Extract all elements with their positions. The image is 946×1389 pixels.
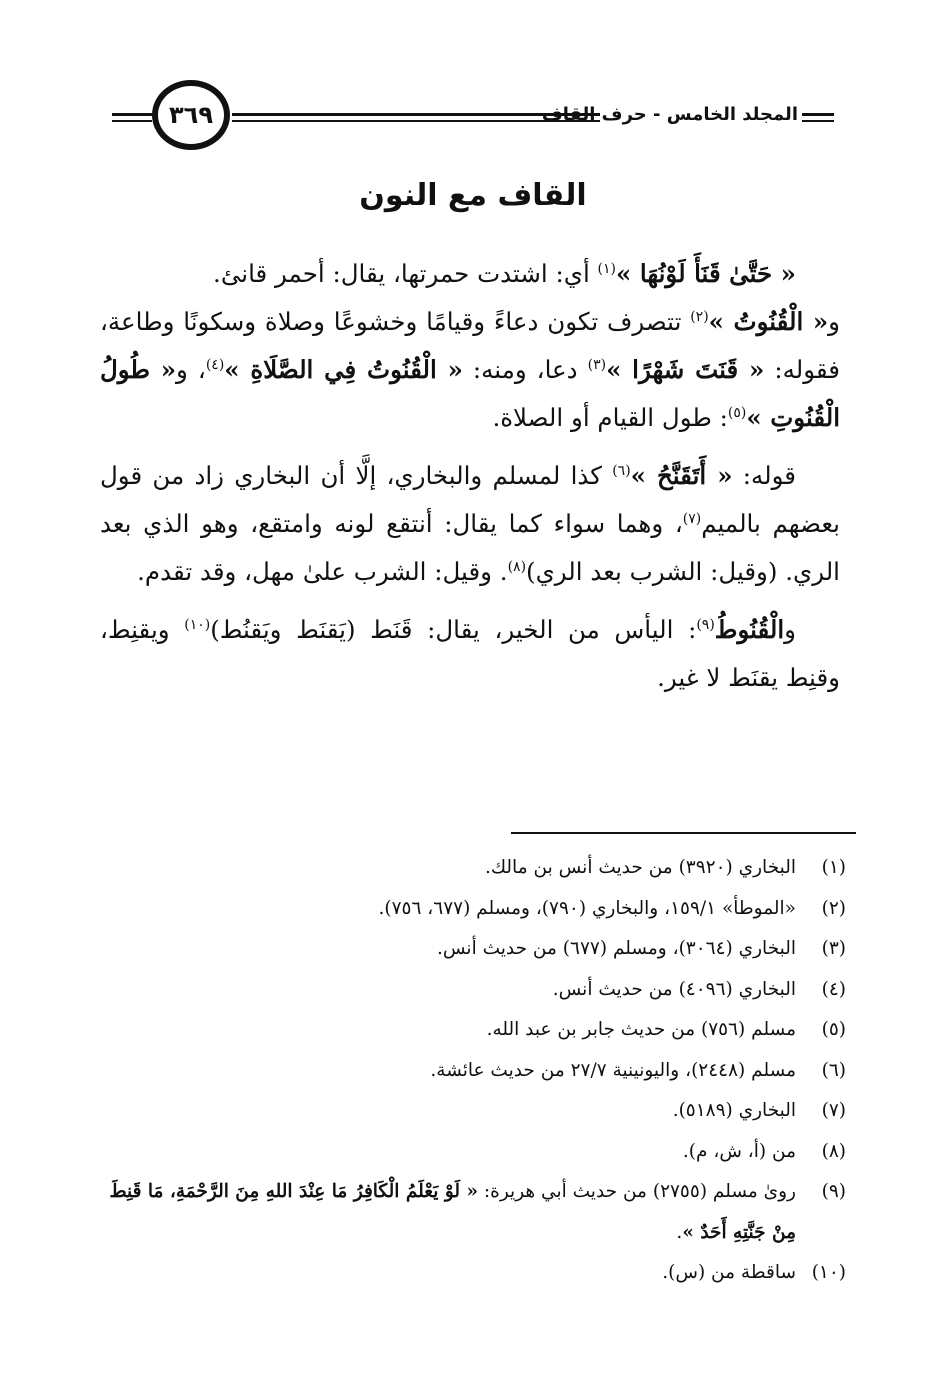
- quoted-keyword: « طُولُ الْقُنُوتِ »: [100, 355, 840, 432]
- footnote-text-lead: رویٰ مسلم (٢٧٥٥) من حديث أبي هريرة:: [478, 1181, 796, 1202]
- footnote-number: (٤): [821, 978, 846, 1000]
- footnote-text: مسلم (٧٥٦) من حديث جابر بن عبد الله.: [486, 1019, 796, 1040]
- footnote-text: من (أ، ش، م).: [682, 1140, 796, 1162]
- footnote-text-tail: .: [676, 1221, 683, 1243]
- footnote-ref: (٢): [690, 309, 709, 325]
- paragraph-2: [100, 452, 840, 596]
- quoted-keyword: « قَنَتَ شَهْرًا »: [606, 355, 765, 384]
- footnote-ref: (١): [597, 261, 617, 277]
- paragraph-text: و: [784, 615, 797, 644]
- footnote-ref: (٨): [507, 559, 527, 575]
- footnote-ref: (٦): [612, 463, 631, 479]
- footnote-number: (٨): [821, 1140, 846, 1162]
- footnote-item: [100, 1091, 846, 1132]
- keyword: الْقُنُوطُ: [714, 615, 785, 644]
- footnote-ref: (٩): [696, 617, 715, 633]
- footnote-text: مسلم (٢٤٤٨)، واليونينية ٢٧/٧ من حديث عائشة.: [430, 1059, 796, 1081]
- page-number-ring: [152, 80, 230, 150]
- footnote-ref: (١٠): [184, 617, 211, 633]
- footnote-text: [100, 1172, 796, 1253]
- footnote-item: [100, 929, 846, 970]
- paragraph-text: . وقيل: الشرب علىٰ مهل، وقد تقدم.: [137, 557, 508, 586]
- footnote-item: [100, 1253, 846, 1294]
- footnote-number: (٥): [821, 1019, 846, 1040]
- paragraph-text: كذا لمسلم والبخاري، إلَّا أن البخاري زاد من قول بعضهم بالميم: [100, 461, 840, 538]
- paragraph-text: ، وهما سواء كما يقال: أنتقع لونه وامتقع، وهو الذي بعد الري. (وقيل: الشرب بعد الري): [100, 509, 840, 586]
- footnote-text: «الموطأ» ١٥٩/١، والبخاري (٧٩٠)، ومسلم (٦٧٧، ٧٥٦).: [378, 897, 796, 919]
- section-title: القاف مع النون: [359, 178, 587, 213]
- footnote-item: [100, 970, 846, 1011]
- quoted-keyword: « حَتَّىٰ قَنَأَ لَوْنُهَا »: [616, 259, 796, 288]
- quoted-keyword: « الْقُنُوتُ »: [708, 307, 829, 336]
- footnote-item: [100, 1051, 846, 1092]
- footnote-ref: (٥): [727, 405, 747, 421]
- footnote-number: (٢): [821, 897, 846, 919]
- footnote-text: البخاري (٣٠٦٤)، ومسلم (٦٧٧) من حديث أنس.: [436, 938, 796, 959]
- footnote-number: (٧): [821, 1100, 846, 1121]
- page-number: ٣٦٩: [169, 101, 213, 129]
- footnote-item: [100, 848, 846, 889]
- footnote-ref: (٤): [205, 357, 225, 373]
- footnote-number: (١): [821, 857, 846, 878]
- footnotes: [100, 848, 846, 1294]
- footnote-item: [100, 889, 846, 930]
- footnote-number: (٣): [821, 938, 846, 959]
- paragraph-text: و: [828, 307, 840, 336]
- footnote-number: (٩): [821, 1181, 846, 1202]
- paragraph-text: تتصرف تكون دعاءً وقيامًا وخشوعًا وصلاة وسكونًا وطاعة، فقوله:: [100, 307, 840, 384]
- paragraph-text: قوله:: [732, 461, 796, 490]
- footnote-ref: (٧): [682, 511, 702, 527]
- footnote-number: (١٠): [811, 1262, 846, 1283]
- paragraph-3: [100, 606, 840, 702]
- main-text: [100, 250, 840, 712]
- paragraph-text: ويقنِط، وقنِط يقنَط لا غير.: [100, 615, 840, 692]
- paragraph-text: : طول القيام أو الصلاة.: [492, 403, 728, 432]
- footnote-item: [100, 1010, 846, 1051]
- footnote-item: [100, 1132, 846, 1173]
- running-header: [112, 76, 834, 162]
- paragraph-1: [100, 250, 840, 442]
- footnote-text: البخاري (٤٠٩٦) من حديث أنس.: [552, 978, 796, 1000]
- footnote-number: (٦): [821, 1059, 846, 1081]
- footnote-separator: [511, 832, 856, 834]
- footnote-ref: (٣): [587, 357, 607, 373]
- paragraph-text: دعا، ومنه:: [462, 355, 588, 384]
- footnote-item: [100, 1172, 846, 1253]
- quoted-keyword: « أَتَقَنَّحُ »: [630, 461, 733, 490]
- running-title: المجلد الخامس - حرف القاف: [541, 104, 798, 125]
- paragraph-text: : اليأس من الخير، يقال: قَنَط (يَقنَط ويَقنُط): [210, 615, 697, 644]
- header-rule-right: [802, 113, 834, 122]
- footnote-text: البخاري (٣٩٢٠) من حديث أنس بن مالك.: [484, 857, 796, 878]
- quoted-keyword: « الْقُنُوتُ فِي الصَّلَاةِ »: [224, 355, 463, 384]
- paragraph-text: ، و: [176, 355, 206, 384]
- footnote-text: البخاري (٥١٨٩).: [672, 1100, 796, 1121]
- paragraph-text: أي: اشتدت حمرتها، يقال: أحمر قانئ.: [213, 259, 598, 288]
- quoted-hadith: « لَوْ يَعْلَمُ الْكَافِرُ مَا عِنْدَ اللهِ مِنَ الرَّحْمَةِ، مَا قَنِطَ مِنْ جَنَّتِهِ أَحَدٌ »: [109, 1181, 796, 1243]
- header-rule-left: [112, 113, 152, 122]
- footnote-text: ساقطة من (س).: [662, 1262, 796, 1283]
